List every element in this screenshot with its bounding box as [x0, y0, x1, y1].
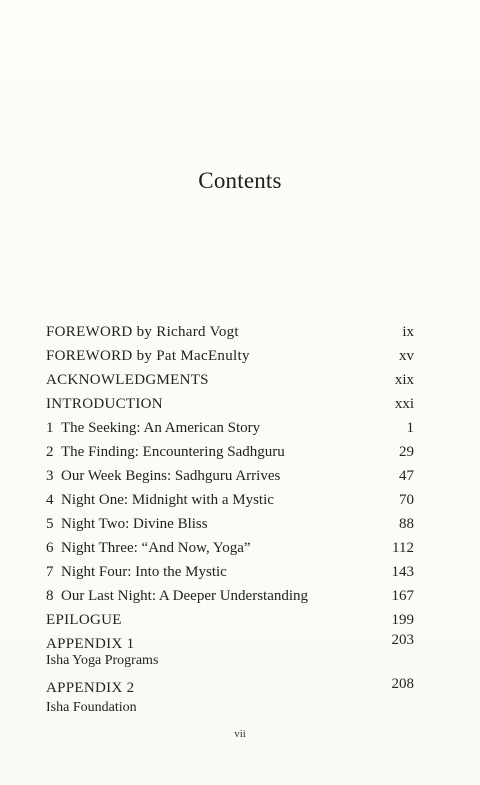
- toc-entry-page: 29: [399, 444, 414, 460]
- toc-entry-label: APPENDIX 2: [46, 680, 135, 696]
- chapter-number: 6: [46, 540, 54, 556]
- toc-entry-page: ix: [402, 324, 414, 340]
- toc-entry-foreword-macenulty: [46, 344, 414, 368]
- toc-entry-page: 167: [391, 588, 414, 604]
- toc-entry-page: 112: [392, 540, 414, 556]
- toc-entry-label: APPENDIX 1: [46, 636, 135, 652]
- chapter-number: 7: [46, 564, 54, 580]
- toc-entry-page: 208: [391, 676, 414, 692]
- chapter-number: 5: [46, 516, 54, 532]
- toc-entry-chapter-5: [46, 512, 414, 536]
- appendix-2-subtitle: Isha Foundation: [46, 700, 137, 715]
- toc-entry-foreword-vogt: [46, 320, 414, 344]
- toc-entry-chapter-7: [46, 560, 414, 584]
- chapter-number: 8: [46, 588, 54, 604]
- toc-entry-chapter-6: [46, 536, 414, 560]
- toc-entry-label: The Finding: Encountering Sadhguru: [61, 444, 285, 460]
- toc-entry-label: INTRODUCTION: [46, 396, 163, 412]
- chapter-number: 1: [46, 420, 54, 436]
- chapter-number: 2: [46, 444, 54, 460]
- toc-entry-label: ACKNOWLEDGMENTS: [46, 372, 209, 388]
- page-title: Contents: [198, 168, 282, 193]
- toc-entry-appendix-2: [46, 676, 414, 700]
- toc-entry-label: FOREWORD by Richard Vogt: [46, 324, 239, 340]
- chapter-number: 3: [46, 468, 54, 484]
- toc-entry-page: 47: [399, 468, 414, 484]
- toc-entry-label: Night Two: Divine Bliss: [61, 516, 208, 532]
- toc-entry-label: The Seeking: An American Story: [61, 420, 261, 436]
- toc-entry-page: xix: [394, 372, 414, 388]
- toc-entry-page: xxi: [394, 396, 414, 412]
- toc-entry-page: 143: [391, 564, 414, 580]
- toc-entry-introduction: [46, 392, 414, 416]
- toc-entry-chapter-4: [46, 488, 414, 512]
- toc-entry-label: Night One: Midnight with a Mystic: [61, 492, 274, 508]
- page-number-folio: vii: [234, 728, 246, 740]
- toc-entry-acknowledgments: [46, 368, 414, 392]
- toc-entry-page: xv: [399, 348, 414, 364]
- toc-entry-label: Night Three: “And Now, Yoga”: [61, 540, 251, 556]
- toc-entry-chapter-1: [46, 416, 414, 440]
- chapter-number: 4: [46, 492, 54, 508]
- toc-entry-page: 70: [399, 492, 414, 508]
- toc-entry-page: 203: [391, 632, 414, 648]
- toc-entry-label: Our Last Night: A Deeper Understanding: [61, 588, 309, 604]
- toc-entry-label: Night Four: Into the Mystic: [61, 564, 227, 580]
- toc-entry-chapter-8: [46, 584, 414, 608]
- toc-entry-page: 1: [406, 420, 414, 436]
- toc-entry-page: 199: [391, 612, 414, 628]
- toc-entry-epilogue: [46, 608, 414, 632]
- toc-entry-chapter-2: [46, 440, 414, 464]
- toc-entry-label: FOREWORD by Pat MacEnulty: [46, 348, 250, 364]
- toc-entry-label: Our Week Begins: Sadhguru Arrives: [61, 468, 281, 484]
- appendix-1-subtitle: Isha Yoga Programs: [46, 653, 159, 668]
- toc-entry-chapter-3: [46, 464, 414, 488]
- toc-entry-label: EPILOGUE: [46, 612, 122, 628]
- toc-entry-page: 88: [399, 516, 414, 532]
